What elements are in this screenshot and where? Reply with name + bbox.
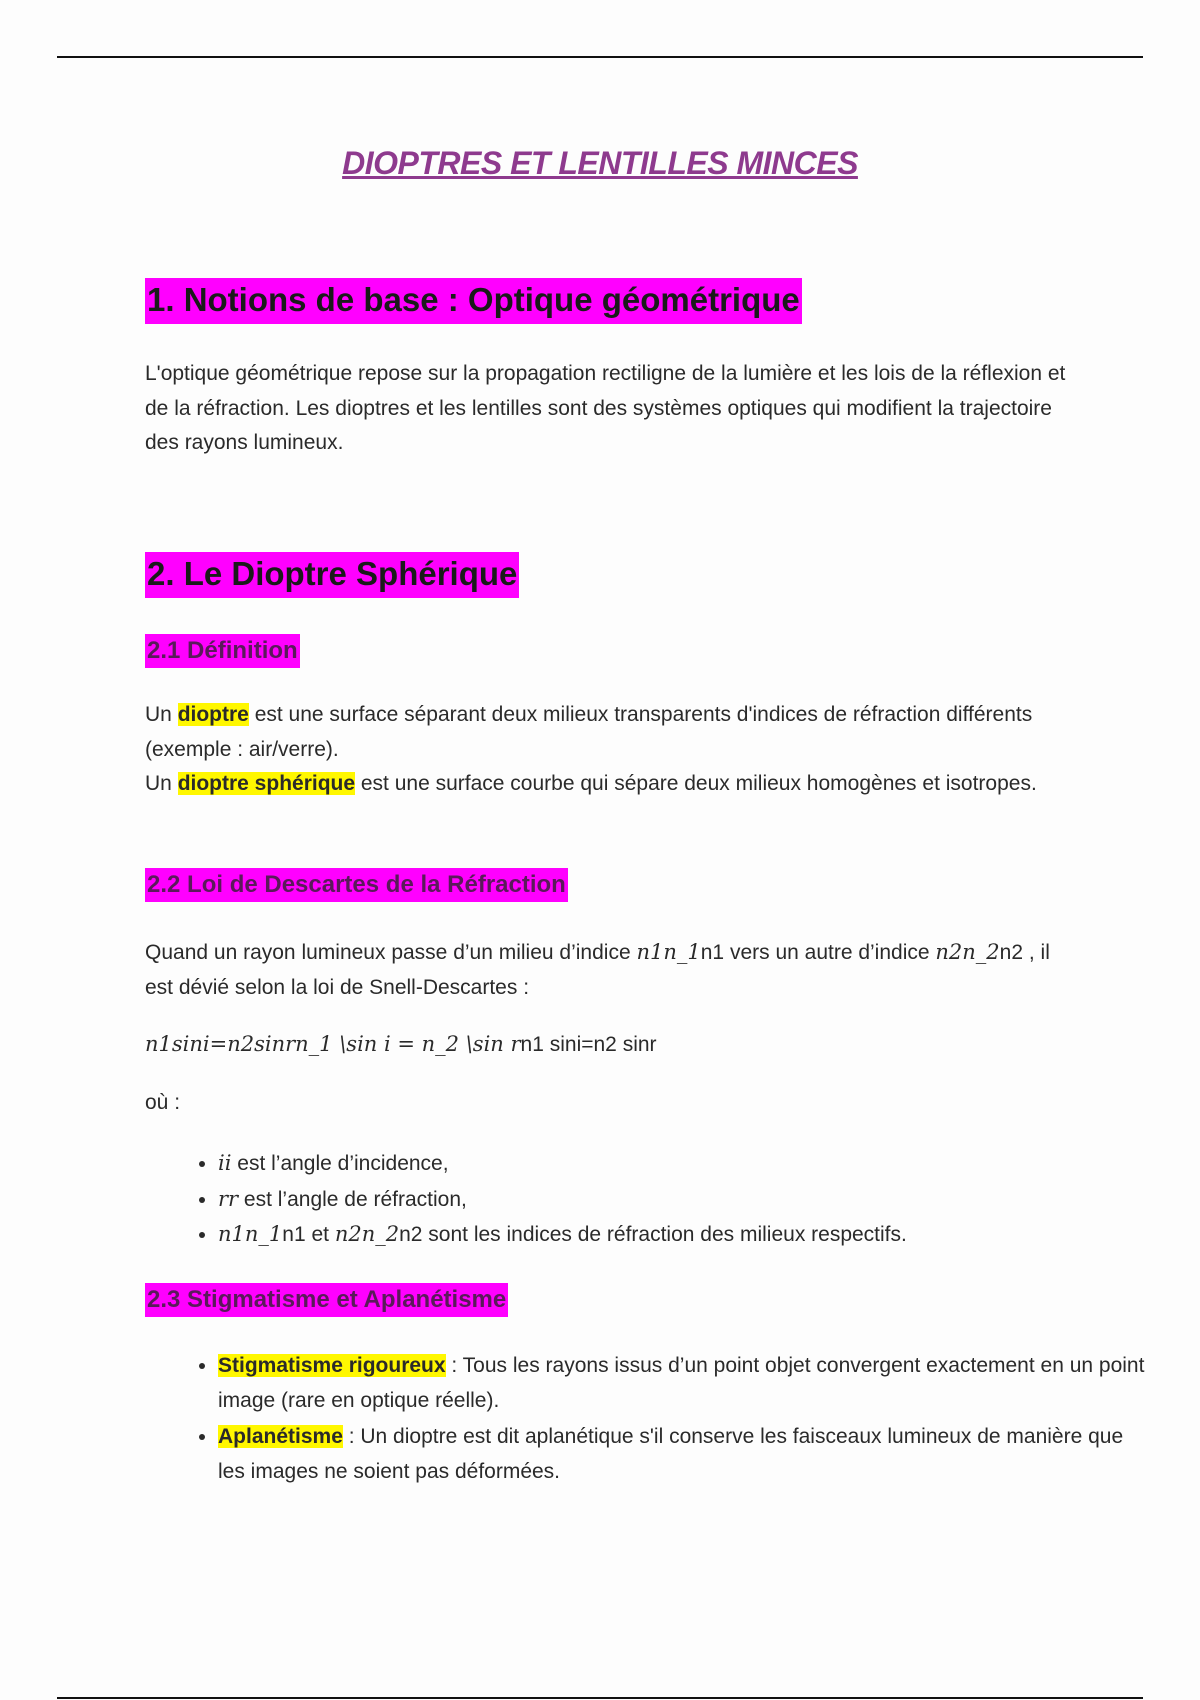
list-item: • Stigmatisme rigoureux : Tous les rayons issus d’un point objet convergent exactement en un point image (rare en optique réelle). [218, 1349, 1148, 1418]
formula-plain: n1 sini=n2 sinr [520, 1033, 657, 1056]
definitions-list [145, 1146, 1148, 1253]
list-item: • Aplanétisme : Un dioptre est dit aplanétique s'il conserve les faisceaux lumineux de manière que les images ne soient pas déformées. [218, 1420, 1148, 1489]
math-n1: n1n_1 [636, 940, 701, 964]
formula-math: n1sin⁡i=n2sin⁡rn_1 \sin i = n_2 \sin r [145, 1032, 521, 1056]
list-item: • n1n_1n1 et n2n_2n2 sont les indices de réfraction des milieux respectifs. [218, 1217, 1148, 1253]
ou-label: où : [145, 1091, 181, 1114]
snell-formula [145, 1027, 1075, 1063]
highlight-aplanetisme: Aplanétisme [218, 1425, 343, 1448]
section-2-1-heading: 2.1 Définition [145, 634, 300, 668]
top-rule [57, 56, 1143, 58]
definition-paragraph [145, 698, 1075, 802]
definition-line-1: Un dioptre est une surface séparant deux milieux transparents d'indices de réfraction différents (exemple : air/verre). [145, 703, 1033, 761]
section-2-heading: 2. Le Dioptre Sphérique [145, 552, 519, 598]
list-item: • rr est l’angle de réfraction, [218, 1182, 1148, 1218]
document-title: DIOPTRES ET LENTILLES MINCES [342, 145, 858, 181]
highlight-stigmatisme: Stigmatisme rigoureux [218, 1354, 446, 1377]
section-1-heading: 1. Notions de base : Optique géométrique [145, 278, 802, 324]
section-1-paragraph: L'optique géométrique repose sur la propagation rectiligne de la lumière et les lois de la réflexion et de la réfraction. Les dioptres et les lentilles sont des systèmes optiques qui modifient la trajectoire des rayons lumineux. [145, 362, 1066, 454]
section-2-2-heading: 2.2 Loi de Descartes de la Réfraction [145, 868, 568, 902]
descartes-paragraph: Quand un rayon lumineux passe d’un milieu d’indice n1n_1n1 vers un autre d’indice n2n_2n2 , il est dévié selon la loi de Snell-Descartes : [145, 940, 1050, 999]
list-item: • ii est l’angle d’incidence, [218, 1146, 1148, 1182]
definition-line-2: Un dioptre sphérique est une surface courbe qui sépare deux milieux homogènes et isotropes. [145, 772, 1037, 795]
bottom-rule [57, 1697, 1143, 1699]
math-n2: n2n_2 [935, 940, 1000, 964]
stigmatism-list [145, 1349, 1148, 1491]
highlight-dioptre-spherique: dioptre sphérique [177, 772, 356, 795]
highlight-dioptre: dioptre [177, 703, 249, 726]
section-2-3-heading: 2.3 Stigmatisme et Aplanétisme [145, 1283, 508, 1317]
